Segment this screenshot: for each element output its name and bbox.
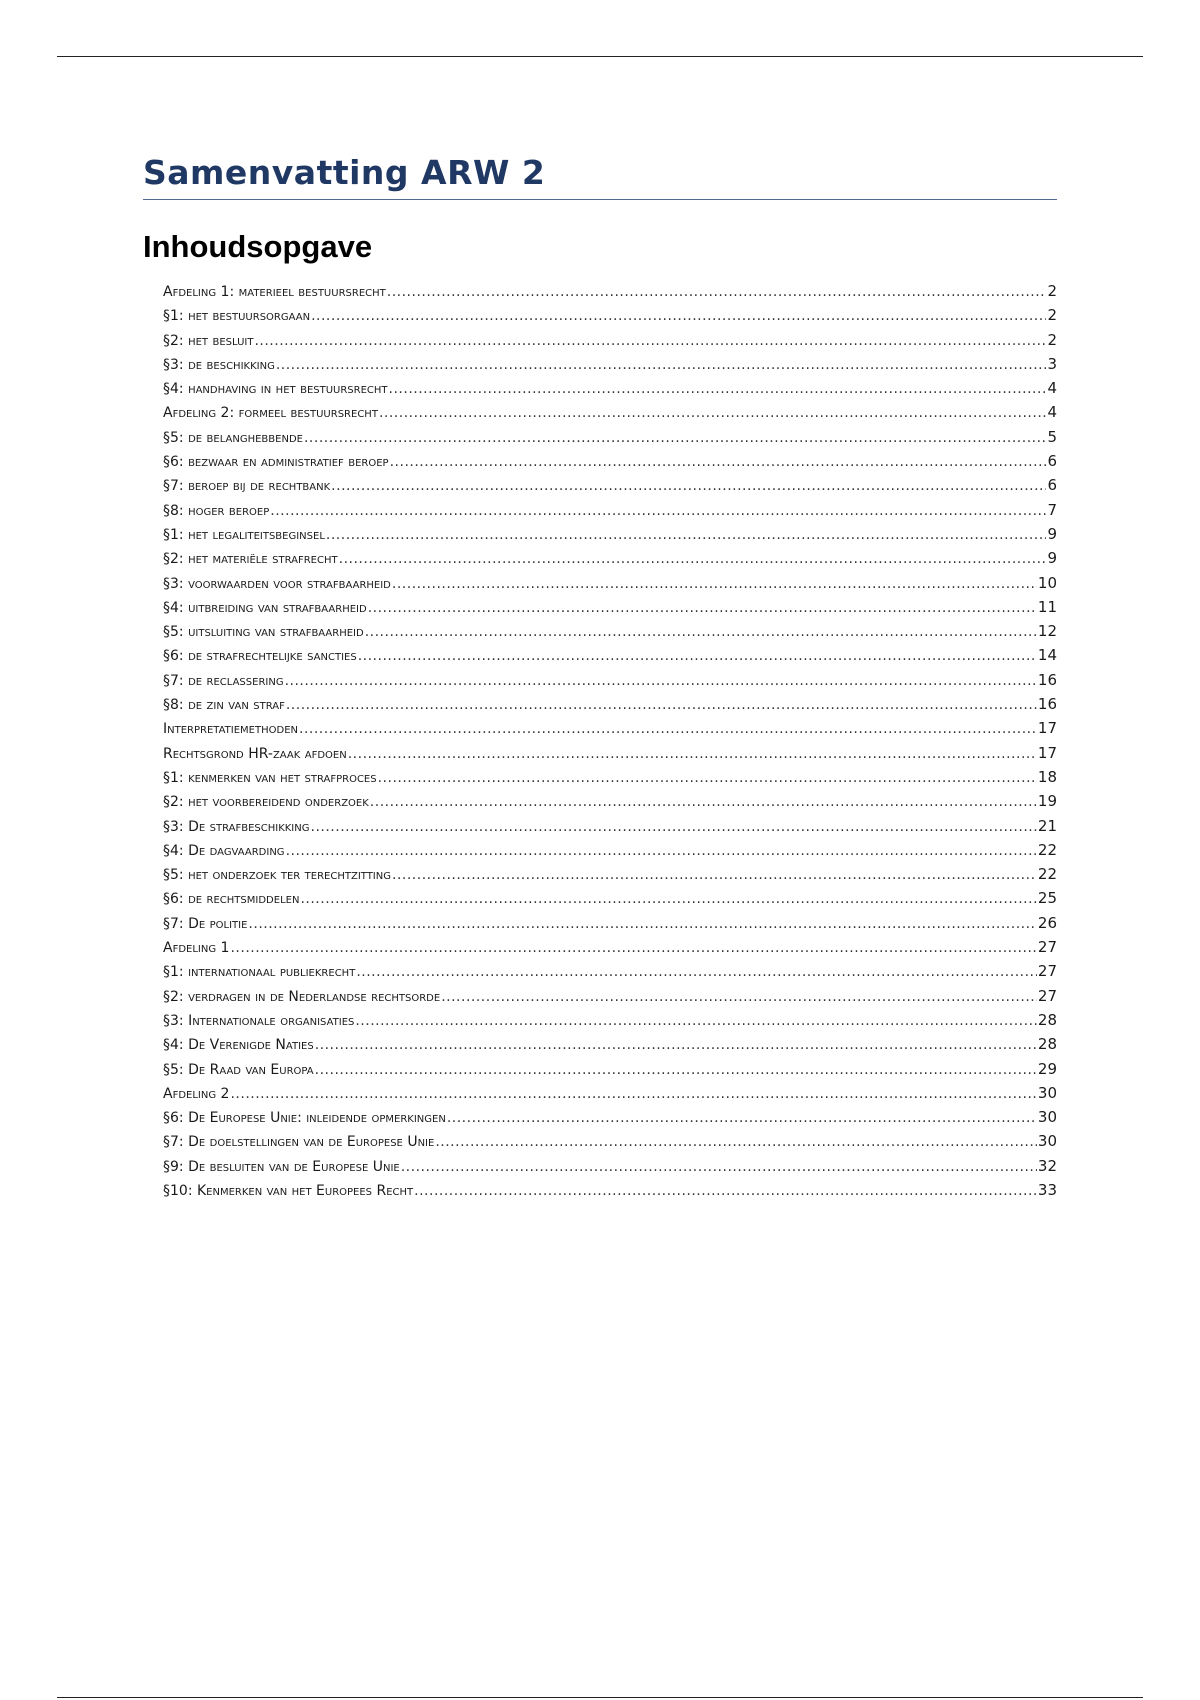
toc-entry-label: §4: uitbreiding van strafbaarheid bbox=[163, 599, 367, 616]
toc-entry-label: §9: De besluiten van de Europese Unie bbox=[163, 1158, 400, 1175]
toc-dot-leader bbox=[435, 1134, 1037, 1150]
toc-entry[interactable] bbox=[143, 841, 1057, 865]
toc-dot-leader bbox=[315, 1037, 1037, 1053]
toc-entry-page-number: 21 bbox=[1037, 816, 1057, 835]
toc-dot-leader bbox=[276, 357, 1047, 373]
toc-entry[interactable] bbox=[143, 938, 1057, 962]
toc-dot-leader bbox=[285, 673, 1037, 689]
toc-dot-leader bbox=[447, 1110, 1037, 1126]
toc-entry[interactable] bbox=[143, 1157, 1057, 1181]
toc-entry-page-number: 2 bbox=[1047, 330, 1057, 349]
footer-rule bbox=[57, 1697, 1143, 1698]
toc-entry[interactable] bbox=[143, 671, 1057, 695]
toc-entry[interactable] bbox=[143, 817, 1057, 841]
toc-dot-leader bbox=[356, 964, 1037, 980]
toc-dot-leader bbox=[299, 721, 1037, 737]
toc-entry-page-number: 19 bbox=[1037, 792, 1057, 811]
toc-entry[interactable] bbox=[143, 719, 1057, 743]
toc-entry[interactable] bbox=[143, 379, 1057, 403]
toc-dot-leader bbox=[441, 989, 1037, 1005]
toc-entry-page-number: 30 bbox=[1037, 1083, 1057, 1102]
toc-dot-leader bbox=[368, 600, 1037, 616]
toc-dot-leader bbox=[358, 648, 1037, 664]
toc-dot-leader bbox=[311, 308, 1046, 324]
toc-entry[interactable] bbox=[143, 1035, 1057, 1059]
toc-dot-leader bbox=[389, 381, 1047, 397]
toc-dot-leader bbox=[331, 478, 1046, 494]
toc-entry[interactable] bbox=[143, 744, 1057, 768]
toc-entry-page-number: 11 bbox=[1037, 597, 1057, 616]
toc-dot-leader bbox=[286, 843, 1037, 859]
toc-entry-page-number: 27 bbox=[1037, 986, 1057, 1005]
toc-dot-leader bbox=[326, 527, 1047, 543]
toc-entry-label: Interpretatiemethoden bbox=[163, 721, 298, 738]
toc-dot-leader bbox=[378, 770, 1037, 786]
toc-entry-label: §3: Internationale organisaties bbox=[163, 1012, 355, 1029]
toc-entry-label: §3: de beschikking bbox=[163, 356, 275, 373]
toc-entry-label: §7: beroep bij de rechtbank bbox=[163, 478, 331, 495]
toc-entry-label: §1: het bestuursorgaan bbox=[163, 308, 311, 325]
toc-entry-label: §7: De doelstellingen van de Europese Unie bbox=[163, 1134, 435, 1151]
toc-dot-leader bbox=[254, 333, 1046, 349]
toc-entry[interactable] bbox=[143, 865, 1057, 889]
toc-entry[interactable] bbox=[143, 331, 1057, 355]
toc-entry-label: §3: De strafbeschikking bbox=[163, 818, 310, 835]
toc-entry[interactable] bbox=[143, 598, 1057, 622]
toc-entry[interactable] bbox=[143, 501, 1057, 525]
toc-entry-label: §3: voorwaarden voor strafbaarheid bbox=[163, 575, 391, 592]
toc-entry[interactable] bbox=[143, 914, 1057, 938]
toc-entry-page-number: 32 bbox=[1037, 1156, 1057, 1175]
toc-entry[interactable] bbox=[143, 622, 1057, 646]
toc-entry-label: §8: hoger beroep bbox=[163, 502, 270, 519]
toc-entry-label: §2: het besluit bbox=[163, 332, 254, 349]
toc-dot-leader bbox=[370, 794, 1037, 810]
toc-entry[interactable] bbox=[143, 476, 1057, 500]
toc-entry-label: Afdeling 2 bbox=[163, 1085, 230, 1102]
toc-entry-page-number: 22 bbox=[1037, 865, 1057, 884]
toc-entry[interactable] bbox=[143, 768, 1057, 792]
toc-entry[interactable] bbox=[143, 355, 1057, 379]
toc-entry-page-number: 30 bbox=[1037, 1132, 1057, 1151]
toc-entry[interactable] bbox=[143, 695, 1057, 719]
toc-entry-label: §7: De politie bbox=[163, 915, 248, 932]
toc-entry-label: §1: internationaal publiekrecht bbox=[163, 964, 356, 981]
toc-entry[interactable] bbox=[143, 889, 1057, 913]
toc-dot-leader bbox=[401, 1159, 1037, 1175]
toc-entry-label: §8: de zin van straf bbox=[163, 697, 285, 714]
toc-entry-label: §2: het materiële strafrecht bbox=[163, 551, 338, 568]
toc-dot-leader bbox=[365, 624, 1037, 640]
toc-entry-page-number: 10 bbox=[1037, 573, 1057, 592]
toc-entry-page-number: 5 bbox=[1047, 427, 1057, 446]
toc-entry-label: §6: de rechtsmiddelen bbox=[163, 891, 300, 908]
toc-entry[interactable] bbox=[143, 403, 1057, 427]
toc-entry-page-number: 2 bbox=[1047, 282, 1057, 300]
toc-entry-page-number: 3 bbox=[1047, 354, 1057, 373]
toc-dot-leader bbox=[315, 1062, 1037, 1078]
toc-dot-leader bbox=[311, 819, 1037, 835]
toc-entry-page-number: 18 bbox=[1037, 767, 1057, 786]
toc-entry[interactable] bbox=[143, 428, 1057, 452]
toc-entry-label: §5: De Raad van Europa bbox=[163, 1061, 314, 1078]
toc-entry[interactable] bbox=[143, 646, 1057, 670]
toc-entry-page-number: 27 bbox=[1037, 962, 1057, 981]
toc-entry-page-number: 12 bbox=[1037, 622, 1057, 641]
toc-entry[interactable] bbox=[143, 549, 1057, 573]
document-title: Samenvatting ARW 2 bbox=[143, 156, 1057, 200]
toc-dot-leader bbox=[230, 940, 1036, 956]
toc-dot-leader bbox=[300, 891, 1036, 907]
toc-entry-label: §6: de strafrechtelijke sancties bbox=[163, 648, 357, 665]
toc-entry-page-number: 30 bbox=[1037, 1108, 1057, 1127]
toc-entry-page-number: 28 bbox=[1037, 1010, 1057, 1029]
toc-entry-page-number: 22 bbox=[1037, 840, 1057, 859]
toc-entry-label: §5: uitsluiting van strafbaarheid bbox=[163, 624, 364, 641]
toc-entry[interactable] bbox=[143, 962, 1057, 986]
toc-entry[interactable] bbox=[143, 306, 1057, 330]
toc-entry-page-number: 33 bbox=[1037, 1180, 1057, 1199]
toc-dot-leader bbox=[348, 746, 1037, 762]
toc-entry[interactable] bbox=[143, 1060, 1057, 1084]
toc-entry-label: Afdeling 1: materieel bestuursrecht bbox=[163, 284, 386, 300]
toc-entry-page-number: 17 bbox=[1037, 743, 1057, 762]
toc-dot-leader bbox=[387, 284, 1047, 300]
toc-entry[interactable] bbox=[143, 282, 1057, 306]
toc-entry-label: §4: De Verenigde Naties bbox=[163, 1037, 314, 1054]
toc-entry-page-number: 27 bbox=[1037, 938, 1057, 957]
toc-entry-page-number: 9 bbox=[1047, 549, 1057, 568]
toc-entry-label: §6: De Europese Unie: inleidende opmerkingen bbox=[163, 1110, 446, 1127]
toc-entry[interactable] bbox=[143, 525, 1057, 549]
toc-dot-leader bbox=[248, 916, 1036, 932]
toc-dot-leader bbox=[392, 576, 1037, 592]
toc-entry-label: Afdeling 1 bbox=[163, 940, 230, 957]
toc-entry-label: §7: de reclassering bbox=[163, 672, 284, 689]
toc-dot-leader bbox=[392, 867, 1037, 883]
toc-entry[interactable] bbox=[143, 574, 1057, 598]
toc-dot-leader bbox=[304, 430, 1046, 446]
toc-entry-label: §6: bezwaar en administratief beroep bbox=[163, 454, 389, 471]
toc-entry-label: §1: kenmerken van het strafproces bbox=[163, 769, 377, 786]
toc-dot-leader bbox=[230, 1086, 1036, 1102]
toc-entry-label: §2: het voorbereidend onderzoek bbox=[163, 794, 369, 811]
toc-dot-leader bbox=[379, 405, 1047, 421]
toc-entry-page-number: 16 bbox=[1037, 670, 1057, 689]
toc-dot-leader bbox=[355, 1013, 1037, 1029]
toc-dot-leader bbox=[414, 1183, 1037, 1199]
toc-dot-leader bbox=[390, 454, 1047, 470]
toc-entry-page-number: 6 bbox=[1047, 452, 1057, 471]
toc-entry-page-number: 4 bbox=[1047, 403, 1057, 422]
toc-entry-label: §4: handhaving in het bestuursrecht bbox=[163, 381, 388, 398]
toc-entry[interactable] bbox=[143, 987, 1057, 1011]
header-rule bbox=[57, 56, 1143, 57]
toc-dot-leader bbox=[270, 503, 1046, 519]
toc-entry-label: §5: de belanghebbende bbox=[163, 429, 303, 446]
toc-entry-label: §2: verdragen in de Nederlandse rechtsorde bbox=[163, 988, 441, 1005]
toc-entry[interactable] bbox=[143, 1084, 1057, 1108]
toc-entry-label: §10: Kenmerken van het Europees Recht bbox=[163, 1182, 414, 1199]
toc-dot-leader bbox=[339, 551, 1047, 567]
document-page bbox=[143, 148, 1057, 1205]
toc-entry[interactable] bbox=[143, 1011, 1057, 1035]
toc-entry-label: §5: het onderzoek ter terechtzitting bbox=[163, 867, 391, 884]
toc-entry-page-number: 6 bbox=[1047, 476, 1057, 495]
toc-entry[interactable] bbox=[143, 792, 1057, 816]
toc-dot-leader bbox=[286, 697, 1037, 713]
toc-entry-page-number: 26 bbox=[1037, 913, 1057, 932]
toc-entry-label: Afdeling 2: formeel bestuursrecht bbox=[163, 405, 378, 422]
toc-entry-page-number: 28 bbox=[1037, 1035, 1057, 1054]
toc-entry-page-number: 9 bbox=[1047, 524, 1057, 543]
toc-entry[interactable] bbox=[143, 452, 1057, 476]
toc-entry-label: Rechtsgrond HR-zaak afdoen bbox=[163, 745, 347, 762]
toc-entry[interactable] bbox=[143, 1132, 1057, 1156]
toc-entry[interactable] bbox=[143, 1181, 1057, 1205]
toc-entry-page-number: 29 bbox=[1037, 1059, 1057, 1078]
toc-entry-page-number: 4 bbox=[1047, 379, 1057, 398]
toc-entry-page-number: 14 bbox=[1037, 646, 1057, 665]
toc-entry[interactable] bbox=[143, 1108, 1057, 1132]
toc-entry-page-number: 7 bbox=[1047, 500, 1057, 519]
toc-entry-page-number: 17 bbox=[1037, 719, 1057, 738]
toc-entry-label: §1: het legaliteitsbeginsel bbox=[163, 526, 325, 543]
table-of-contents bbox=[143, 282, 1057, 1205]
toc-entry-page-number: 2 bbox=[1047, 306, 1057, 325]
toc-heading: Inhoudsopgave bbox=[143, 229, 373, 264]
toc-entry-page-number: 16 bbox=[1037, 695, 1057, 714]
toc-entry-page-number: 25 bbox=[1037, 889, 1057, 908]
toc-entry-label: §4: De dagvaarding bbox=[163, 842, 285, 859]
